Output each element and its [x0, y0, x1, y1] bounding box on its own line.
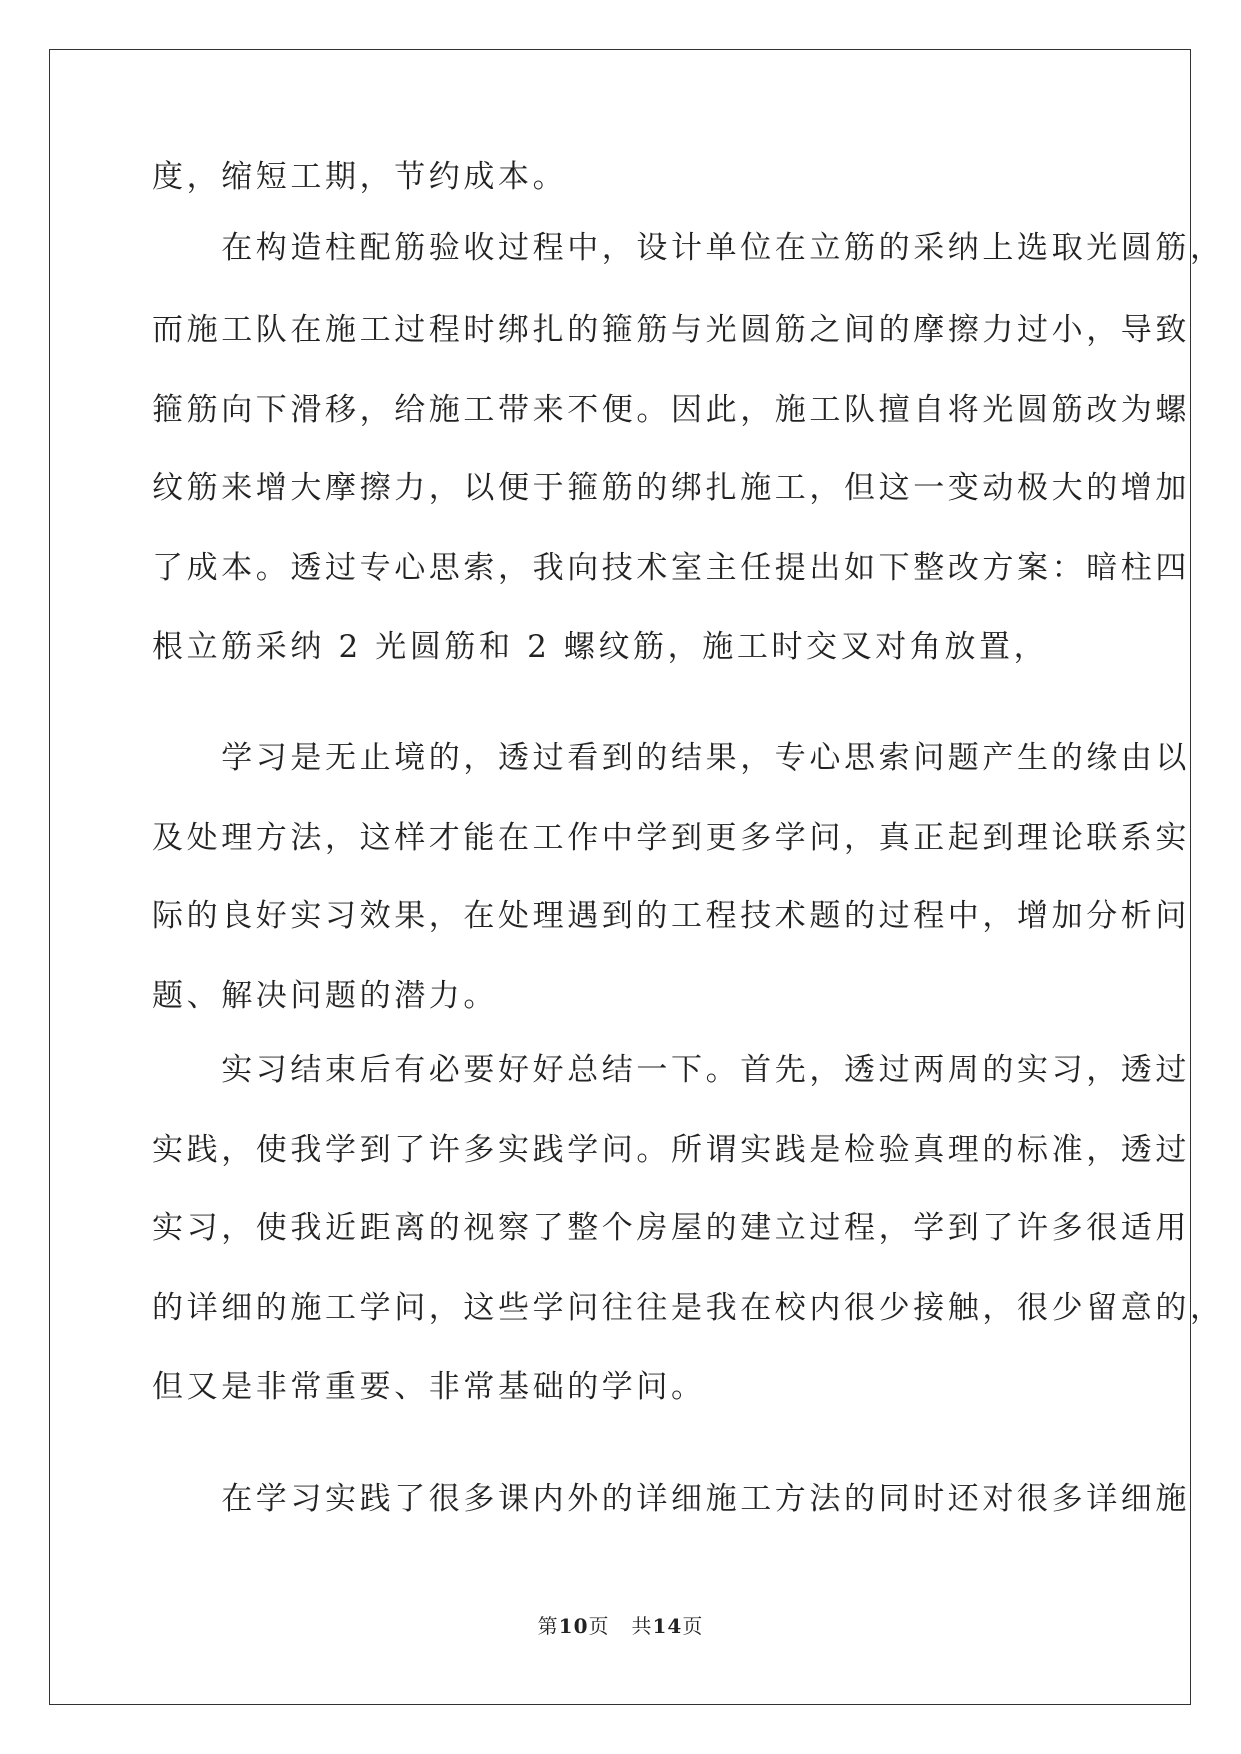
page-border	[49, 49, 1225, 1705]
text-line: 箍筋向下滑移，给施工带来不便。因此，施工队擅自将光圆筋改为螺	[152, 392, 1190, 428]
text-line: 了成本。透过专心思索，我向技术室主任提出如下整改方案：暗柱四	[152, 550, 1190, 586]
page-footer	[0, 1613, 1241, 1639]
text-line: 及处理方法，这样才能在工作中学到更多学问，真正起到理论联系实	[152, 820, 1190, 856]
text-line: 度，缩短工期，节约成本。	[152, 159, 568, 195]
footer-total-suffix: 页	[682, 1614, 704, 1638]
text-line: 实习，使我近距离的视察了整个房屋的建立过程，学到了许多很适用	[152, 1210, 1190, 1246]
text-line: 而施工队在施工过程时绑扎的箍筋与光圆筋之间的摩擦力过小，导致	[152, 312, 1190, 348]
text-line: 在构造柱配筋验收过程中，设计单位在立筋的采纳上选取光圆筋，	[152, 230, 1225, 266]
text-line: 际的良好实习效果，在处理遇到的工程技术题的过程中，增加分析问	[152, 898, 1190, 934]
text-line: 纹筋来增大摩擦力，以便于箍筋的绑扎施工，但这一变动极大的增加	[152, 470, 1190, 506]
text-line: 实习结束后有必要好好总结一下。首先，透过两周的实习，透过	[152, 1052, 1190, 1088]
text-line: 在学习实践了很多课内外的详细施工方法的同时还对很多详细施	[152, 1481, 1190, 1517]
text-line: 学习是无止境的，透过看到的结果，专心思索问题产生的缘由以	[152, 740, 1190, 776]
text-line: 根立筋采纳 2 光圆筋和 2 螺纹筋，施工时交叉对角放置，	[152, 629, 1049, 665]
total-pages: 14	[652, 1614, 683, 1638]
page-number: 10	[558, 1614, 589, 1638]
text-line: 题、解决问题的潜力。	[152, 978, 498, 1014]
footer-page-suffix: 页	[588, 1614, 610, 1638]
footer-prefix: 第	[537, 1614, 559, 1638]
text-line: 实践，使我学到了许多实践学问。所谓实践是检验真理的标准，透过	[152, 1132, 1190, 1168]
footer-total-prefix: 共	[631, 1614, 653, 1638]
text-line: 的详细的施工学问，这些学问往往是我在校内很少接触，很少留意的，	[152, 1290, 1225, 1326]
text-line: 但又是非常重要、非常基础的学问。	[152, 1369, 706, 1405]
